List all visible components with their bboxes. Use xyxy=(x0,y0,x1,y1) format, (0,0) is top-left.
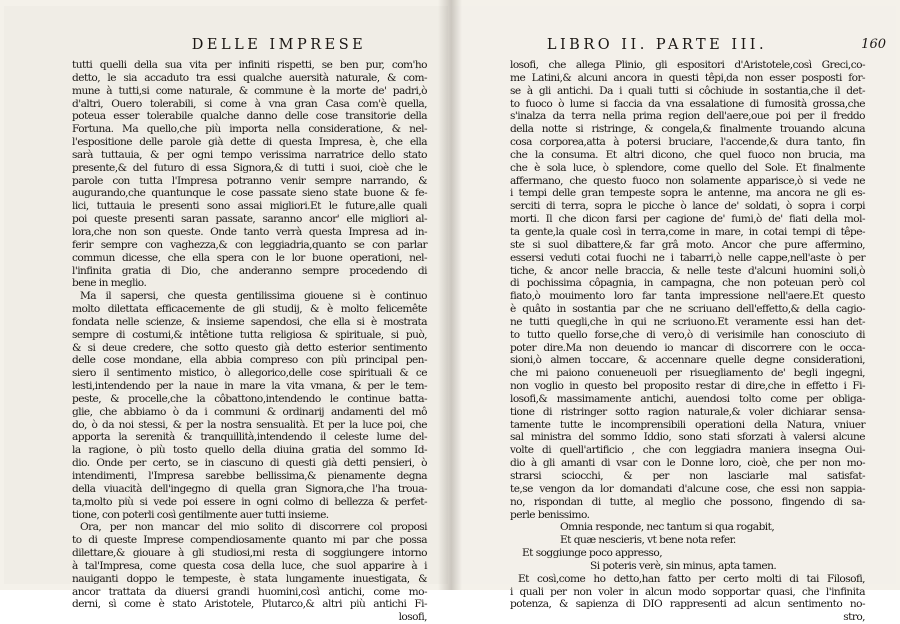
text-line: non voglio in questo bel proposito restar di dire,che in effetto i Fi- xyxy=(510,380,865,393)
text-line: la ragione, ò più tosto quello della diuina gratia del sommo Id- xyxy=(72,444,427,457)
text-line: poter dire.Ma non deuendo io mancar di discorrere con le occa- xyxy=(510,341,865,354)
text-line: ta gente,la quale così in terra,come in mare, in cotai tempi di têpe- xyxy=(510,225,865,238)
text-line: Omnia responde, nec tantum si qua rogabit, xyxy=(560,521,775,534)
text-line: perle benissimo. xyxy=(510,508,590,521)
text-line: tamente tutte le incomprensibili operationi della Natura, vniuer xyxy=(510,418,865,431)
text-line: d'altri, Ouero tolerabili, si come à vna gran Casa com'è quella, xyxy=(72,97,427,110)
text-line: lora,che non son queste. Onde tanto verrà questa Impresa ad in- xyxy=(72,225,427,238)
text-line: che la consuma. Et altri dicono, che quel fuoco non brucia, ma xyxy=(510,148,865,161)
page-number: 160 xyxy=(861,37,886,52)
text-line: Ora, per non mancar del mio solito di discorrere col proposi xyxy=(80,521,427,534)
text-line: Et soggiunge poco appresso, xyxy=(522,547,663,560)
text-line: Et così,come ho detto,han fatto per certo molti di tai Filosofi, xyxy=(518,572,865,585)
text-line: ferir sempre con vaghezza,& con leggiadria,quanto se con parlar xyxy=(72,238,427,251)
text-line: se à gli antichi. Da i quali tutti si côchiude in sostantia,che il det- xyxy=(510,84,865,97)
running-header-right: LIBRO II. PARTE III. xyxy=(546,37,768,53)
text-line: losofi,& massimamente antichi, auendosi tolto come per obliga- xyxy=(510,392,865,405)
text-line: tutti quelli della sua vita per infiniti rispetti, se ben pur, com'ho xyxy=(72,59,427,71)
text-line: della viuacità dell'ingegno di quella gran Signora,che l'ha troua- xyxy=(72,482,427,495)
text-line: dilettare,& giouare à gli studiosi,mi resta di soggiungere intorno xyxy=(72,547,427,560)
text-line: affermano, che questo fuoco non solamente apparisce,ò si vede ne xyxy=(510,174,865,187)
text-line: che mi paiono conueneuoli per risuegliamento de' begli ingegni, xyxy=(510,367,865,380)
text-line: che è sola luce, ò splendore, come quello del Sole. Et finalmente xyxy=(510,161,865,174)
text-line: volte di quell'artificio , che con leggiadra maniera insegna Oui- xyxy=(510,444,865,457)
text-line: do, ò da noi stessi, & per la nostra sensualità. Et per la luce poi, che xyxy=(72,418,427,431)
text-line: commun dicesse, che ella spera con le lor buone operationi, nel- xyxy=(72,251,427,264)
text-line: morti. Il che dicon farsi per cagione de' fumi,ò de' fiati della mol- xyxy=(510,213,865,226)
running-header-left: DELLE IMPRESE xyxy=(191,37,367,53)
text-line: Si poteris verè, sin minus, apta tamen. xyxy=(590,559,777,572)
text-line: sarà tuttauia, & per ogni tempo verissima narratrice dello stato xyxy=(72,148,427,161)
book-gutter xyxy=(438,0,462,590)
text-line: delle cose mondane, ella abbia compreso con più principal pen- xyxy=(72,354,427,367)
text-line: nauiganti doppo le tempeste, è stata lungamente inuestigata, & xyxy=(72,572,427,585)
text-line: sal ministra del sommo Iddio, sono stati sforzati à valersi alcune xyxy=(510,431,865,444)
text-line: stro, xyxy=(843,611,865,624)
text-line: à tal'Impresa, come questa cosa della luce, che suol apparire à i xyxy=(72,559,427,572)
text-line: fiato,ò mouimento loro far tanta impressione nell'aere.Et questo xyxy=(510,290,865,303)
text-line: della notte si ristringe, & congela,& finalmente trouando alcuna xyxy=(510,123,865,136)
text-line: me Latini,& alcuni ancora in questi têpi,da non esser posposti for- xyxy=(510,71,865,84)
text-line: Et quæ nescieris, vt bene nota refer. xyxy=(560,534,736,547)
text-line: presente,& del futuro di essa Signora,& di tutti i suoi, cioè che le xyxy=(72,161,427,174)
text-line: ne tutti quegli,che ìn qui ne scriuono.Et veramente essi han det- xyxy=(510,315,865,328)
text-line: Fortuna. Ma quello,che più importa nella consideratione, & nel- xyxy=(72,123,427,136)
text-line: lici, tuttauia le presenti sono assai migliori.Et le future,alle quali xyxy=(72,200,427,213)
text-line: to di queste Imprese compendiosamente quanto mi par che possa xyxy=(72,534,427,547)
text-line: peste, & procelle,che la côbattono,intendendo le continue batta- xyxy=(72,392,427,405)
text-line: intendimenti, l'Impresa sarebbe bellissima,& pienamente degna xyxy=(72,470,427,482)
text-line: essersi veduti cotai fuochi ne i tabarri,ò nelle cappe,nell'aste ò per xyxy=(510,251,865,264)
text-line: Ma il sapersi, che questa gentilissima giouene si è continuo xyxy=(80,290,427,303)
text-line: tiche, & ancor nelle braccia, & nelle teste d'alcuni huomini soli,ò xyxy=(510,264,865,277)
text-line: to fuoco ò lume si faccia da vna essalatione di fumosità grossa,che xyxy=(510,97,865,110)
text-line: poi queste presenti saran passate, saranno ancor' elle migliori al- xyxy=(72,213,427,226)
text-line: l'infinita gratia di Dio, che anderanno sempre procedendo di xyxy=(72,264,427,277)
text-line: l'espositione delle parole già dette di questa Impresa, è, che ella xyxy=(72,136,427,149)
text-line: to tutto quello forse,che di vero,ò di verisimile han conosciuto di xyxy=(510,328,865,341)
text-line: losofi, xyxy=(398,611,427,624)
text-line: fondata nelle scienze, & insieme sapendosi, che ella si è mostrata xyxy=(72,315,427,328)
text-line: sioni,ò almen toccare, & accennare quelle degne considerationi, xyxy=(510,354,865,367)
text-line: è quâto in sostantia par che ne scriuano dell'effetto,& della cagio- xyxy=(510,303,865,316)
left-page xyxy=(4,6,448,624)
text-line: & si deue credere, che sotto questo già detto esterior sentimento xyxy=(72,341,427,354)
text-line: losofi, che allega Plinio, gli espositori d'Aristotele,così Greci,co- xyxy=(510,59,865,71)
text-line: lesti,intendendo per la naue in mare la vita vmana, & per le tem- xyxy=(72,380,427,393)
text-line: ancor trattata da diuersi grandi huomini,così antichi, come mo- xyxy=(72,585,427,598)
text-line: augurando,che quantunque le cose passate sieno state buone & fe- xyxy=(72,187,427,200)
text-line: no, rispondan di tutte, al meglio che possono, fingendo di sa- xyxy=(510,495,865,508)
text-line: dio. Onde per certo, se in ciascuno di questi già detti pensieri, ò xyxy=(72,457,427,470)
text-line: s'inalza da terra nella prima region dell'aere,oue poi per il freddo xyxy=(510,110,865,123)
right-page xyxy=(452,6,896,624)
text-line: detto, le sia accaduto tra essi qualche auersità naturale, & com- xyxy=(72,71,427,84)
text-line: cosa corporea,atta à potersi bruciare, l'accende,& dura tanto, fin xyxy=(510,136,865,149)
text-line: molto dilettata efficacemente de gli studij, & è molto felicemête xyxy=(72,303,427,316)
text-line: apporta la serenità & tranquillità,intendendo il celeste lume del- xyxy=(72,431,427,444)
text-line: i tempi delle gran tempeste sopra le antenne, ma ancora ne gli es- xyxy=(510,187,865,200)
text-line: strarsi sciocchi, & per non lasciarle mal satisfat- xyxy=(510,470,865,482)
text-line: te,se vengon da lor domandati d'alcune cose, che essi non sappia- xyxy=(510,482,865,495)
text-line: ste si suol dibattere,& far grâ moto. Ancor che pure affermino, xyxy=(510,238,865,251)
text-line: glie, che abbiamo ò da i communi & ordinarij andamenti del mô xyxy=(72,405,427,418)
text-line: serciti di terra, sopra le picche ò lance de' soldati, ò sopra i corpi xyxy=(510,200,865,213)
text-line: derni, sì come è stato Aristotele, Plutarco,& altri più antichi Fi- xyxy=(72,598,427,611)
text-line: poteua esser tolerabile qualche danno delle cose transitorie della xyxy=(72,110,427,123)
text-line: tione, con poterli così gentilmente auer tutti insieme. xyxy=(72,508,329,521)
text-line: siero il sentimento mistico, ò allegorico,delle cose spirituali & ce xyxy=(72,367,427,380)
text-line: di pochissima côpagnia, in campagna, che non poteuan però col xyxy=(510,277,865,290)
text-line: tione di ristringer sotto ragion naturale,& voler dichiarar sensa- xyxy=(510,405,865,418)
text-line: bene in meglio. xyxy=(72,277,147,290)
text-line: sempre di costumi,& intêtione tutta religiosa & spirituale, si può, xyxy=(72,328,427,341)
text-line: ta,molto più si vede poi essere in ogni colmo di bellezza & perfet- xyxy=(72,495,427,508)
text-line: dio à gli amanti di vsar con le Donne loro, cioè, che per non mo- xyxy=(510,457,865,470)
text-line: i quali per non voler in alcun modo sopportar quasi, che l'infinita xyxy=(510,585,865,598)
left-page-text xyxy=(72,59,427,624)
right-page-text xyxy=(510,59,865,624)
text-line: mune à tutti,si come naturale, & commune è la morte de' padri,ò xyxy=(72,84,427,97)
text-line: potenza, & sapienza di DIO rappresenti ad alcun sentimento no- xyxy=(510,598,865,611)
text-line: parole con tutta l'Impresa potranno venir sempre narrando, & xyxy=(72,174,427,187)
